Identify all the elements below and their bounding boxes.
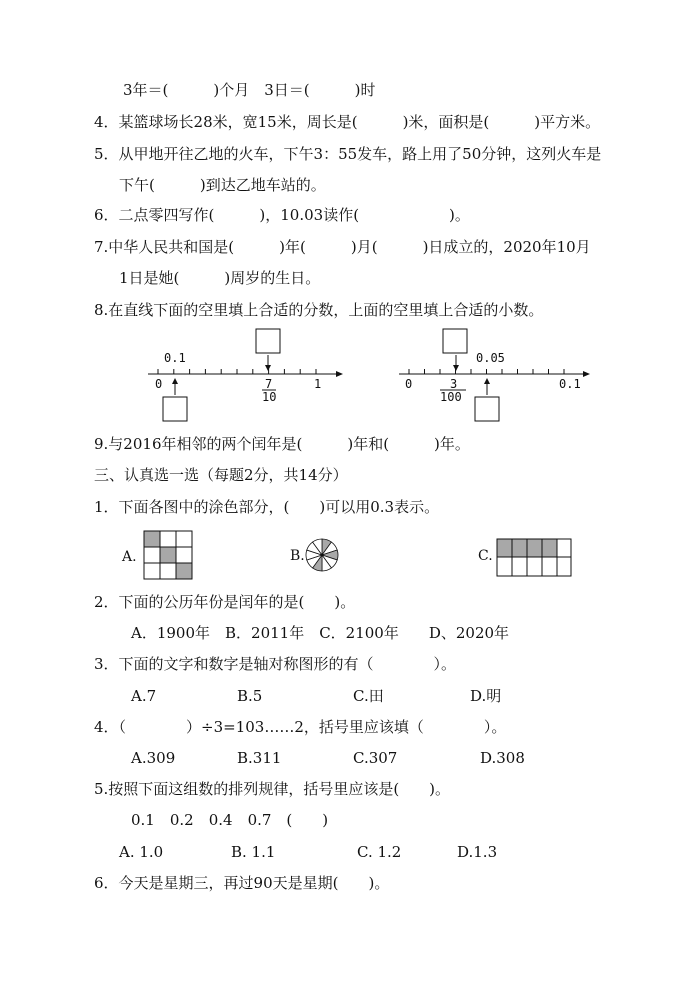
q5-option-d[interactable]: D.1.3 xyxy=(457,843,498,861)
question-7-line1: 7.中华人民共和国是( )年( )月( )日成立的，2020年10月 xyxy=(94,238,591,256)
question-5-line2: 下午( )到达乙地车站的。 xyxy=(119,176,326,194)
right-label-0: 0 xyxy=(405,377,413,391)
left-label-1: 1 xyxy=(314,377,322,391)
figure-b-circle[interactable] xyxy=(306,539,338,571)
choice-question-1: 1．下面各图中的涂色部分，( )可以用0.3表示。 xyxy=(94,498,440,516)
q3-option-c[interactable]: C.田 xyxy=(353,687,384,705)
q5-sequence: 0.1 0.2 0.4 0.7 ( ) xyxy=(131,811,329,829)
q4-option-c[interactable]: C.307 xyxy=(353,749,398,767)
choice-question-5: 5.按照下面这组数的排列规律，括号里应该是( )。 xyxy=(94,780,451,798)
q3-time-conversion: 3年＝( )个月 3日＝( )时 xyxy=(123,81,376,99)
left-frac-num: 7 xyxy=(265,377,273,391)
choice-question-2: 2．下面的公历年份是闰年的是( )。 xyxy=(94,593,356,611)
question-9: 9.与2016年相邻的两个闰年是( )年和( )年。 xyxy=(94,435,470,453)
q5-option-c[interactable]: C. 1.2 xyxy=(357,843,402,861)
left-frac-den: 10 xyxy=(262,390,277,404)
right-frac-den: 100 xyxy=(440,390,462,404)
question-7-line2: 1日是她( )周岁的生日。 xyxy=(119,269,321,287)
choice-question-6: 6．今天是星期三，再过90天是星期( )。 xyxy=(94,874,390,892)
q4-option-b[interactable]: B.311 xyxy=(237,749,282,767)
question-5-line1: 5．从甲地开往乙地的火车，下午3：55发车，路上用了50分钟，这列火车是 xyxy=(94,145,602,163)
figure-a-label: A. xyxy=(122,549,137,565)
right-label-0.05: 0.05 xyxy=(476,351,505,365)
left-label-0.1: 0.1 xyxy=(164,351,186,365)
q5-option-a[interactable]: A. 1.0 xyxy=(119,843,164,861)
right-frac-num: 3 xyxy=(450,377,458,391)
q3-option-d[interactable]: D.明 xyxy=(470,687,502,705)
right-label-0.1: 0.1 xyxy=(559,377,581,391)
q4-option-a[interactable]: A.309 xyxy=(131,749,176,767)
choice-question-2-options: A．1900年 B．2011年 C．2100年 D、2020年 xyxy=(131,624,510,642)
figure-a-grid[interactable] xyxy=(144,531,192,579)
q3-option-a[interactable]: A.7 xyxy=(131,687,157,705)
question-6: 6．二点零四写作( )，10.03读作( )。 xyxy=(94,206,470,224)
choice-question-3: 3．下面的文字和数字是轴对称图形的有（ ）。 xyxy=(94,655,457,673)
figure-b-label: B. xyxy=(290,548,305,564)
q4-option-d[interactable]: D.308 xyxy=(480,749,525,767)
figure-c-grid[interactable] xyxy=(497,539,571,576)
question-8: 8.在直线下面的空里填上合适的分数，上面的空里填上合适的小数。 xyxy=(94,301,544,319)
section-3-heading: 三、认真选一选（每题2分，共14分） xyxy=(94,466,348,484)
q3-option-b[interactable]: B.5 xyxy=(237,687,263,705)
left-label-0: 0 xyxy=(155,377,163,391)
figure-c-label: C. xyxy=(478,548,493,564)
choice-question-4: 4．（ ）÷3=103……2，括号里应该填（ ）。 xyxy=(94,718,507,736)
question-4: 4．某篮球场长28米，宽15米，周长是( )米，面积是( )平方米。 xyxy=(94,113,601,131)
q5-option-b[interactable]: B. 1.1 xyxy=(231,843,276,861)
